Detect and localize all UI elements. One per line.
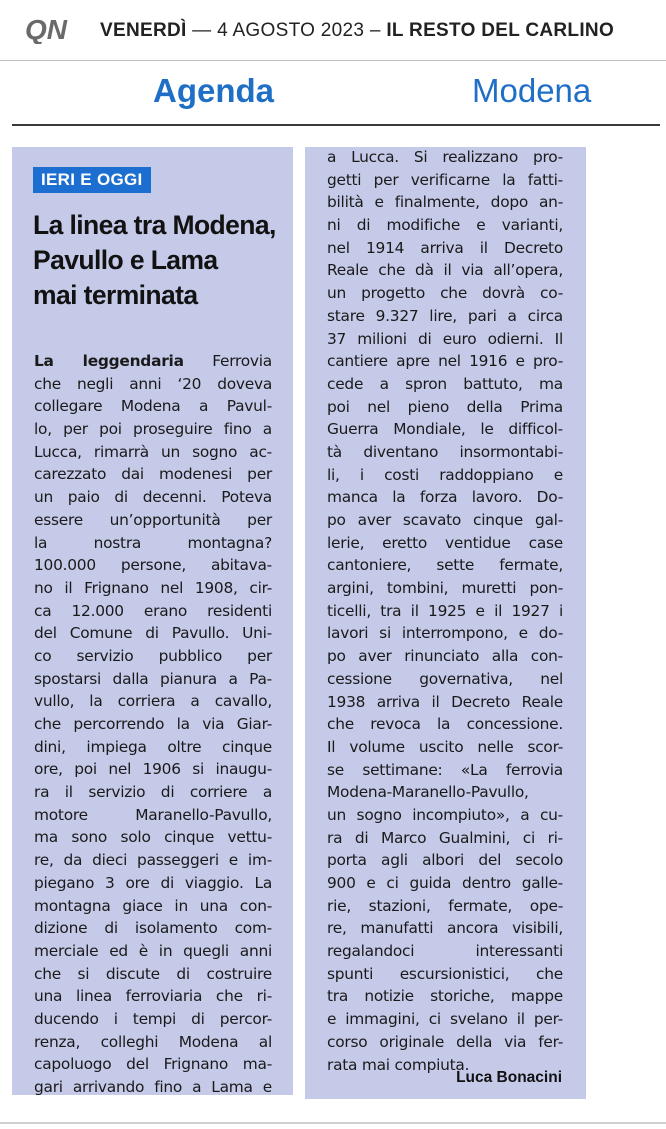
body-line: cantoniere, sette fermate, [327,556,563,575]
svg-text:QN: QN [25,14,67,44]
masthead [0,0,666,62]
lead-rest: Ferrovia [183,352,272,370]
masthead-date: 4 AGOSTO 2023 [217,20,365,41]
body-line: tà diventano insormontabi- [327,442,563,461]
masthead-separator: — [192,20,212,41]
body-line: che negli anni ‘20 doveva [34,374,272,393]
section-title: Agenda [153,72,275,109]
body-line: po aver rinunciato alla con- [327,647,563,666]
body-line: ca 12.000 erano residenti [34,601,272,620]
body-line: ducendo i tempi di percor- [34,1009,272,1028]
body-line: lavori si interrompono, e do- [327,624,563,643]
body-line: tra notizie storiche, mappe [327,987,563,1006]
body-line: se settimane: «La ferrovia [327,760,563,779]
lead-in: La leggendaria [34,352,184,370]
body-line: un paio di decenni. Poteva [34,488,272,507]
body-line: essere un’opportunità per [34,510,272,529]
body-line: la nostra montagna? [34,533,272,552]
body-line: merciale ed è in quegli anni [34,941,272,960]
body-line: e immagini, ci svelano il per- [327,1010,563,1029]
body-line: cantiere apre nel 1916 e pro- [327,352,563,371]
body-line: dini, impiega oltre cinque [34,737,272,756]
body-line: che percorrendo la via Giar- [34,715,272,733]
body-line: del Comune di Pavullo. Uni- [34,624,272,643]
body-line: rie, stazioni, fermate, ope- [327,896,563,915]
body-line: ore, poi nel 1906 si inaugu- [34,760,272,779]
body-line: poi nel pieno della Prima [327,397,563,416]
body-line: lo, per poi proseguire fino a [34,420,272,439]
body-line: piegano 3 ore di viaggio. La [34,873,272,892]
body-line: po aver scavato cinque gal- [327,511,563,529]
body-line: una linea ferroviaria che ri- [34,987,272,1006]
body-line: 100.000 persone, abitava- [34,556,272,575]
body-line: co servizio pubblico per [34,646,272,665]
body-line: ra il servizio di corriere a [34,783,272,802]
body-line: montagna giace in una con- [34,896,272,915]
body-line: renza, colleghi Modena al [34,1032,272,1051]
headline-line: mai terminata [33,280,198,310]
body-line: motore Maranello-Pavullo, [34,805,272,824]
body-line: spunti escursionistici, che [327,964,563,983]
body-line: cessione governativa, nel [327,669,563,688]
body-line: argini, tombini, muretti pon- [327,579,563,598]
body-line: ma sono solo cinque vettu- [34,828,272,847]
author-byline: Luca Bonacini [456,1069,562,1086]
body-line: lerie, eretto ventidue case [327,533,563,552]
body-line: porta agli albori del secolo [327,851,563,870]
article-column-2 [327,146,563,1076]
bottom-divider [0,1122,666,1124]
body-line: ra di Marco Gualmini, ci ri- [327,828,563,847]
body-line: a Lucca. Si realizzano pro- [327,148,563,166]
body-line: Il volume uscito nelle scor- [327,737,563,756]
body-line: 900 e ci guida dentro galle- [327,874,563,892]
body-line: li, i costi raddoppiano e [327,465,563,484]
body-line: re, da dieci passeggeri e im- [34,851,272,870]
qn-logo [14,14,78,44]
body-line: Modena-Maranello-Pavullo, [327,783,529,802]
body-line: un progetto che dovrà co- [327,284,563,303]
body-line: bilità e finalmente, dopo an- [327,193,563,212]
section-city: Modena [472,72,592,109]
body-line: getti per verificarne la fatti- [327,170,563,189]
body-line: carezzato dai modenesi per [34,465,272,484]
body-line: ni di modifiche e varianti, [327,216,563,235]
body-line: Lucca, rimarrà un sogno ac- [34,442,272,461]
kicker-label: IERI E OGGI [33,167,151,193]
body-line: dizione di isolamento com- [34,919,272,938]
masthead-day: VENERDÌ [100,20,187,41]
body-line: 37 milioni di euro odierni. Il [327,329,563,348]
body-line: capoluogo del Frignano ma- [34,1055,272,1074]
body-line: manca la forza lavoro. Do- [327,488,563,507]
article-column-1 [34,350,272,1099]
headline-line: Pavullo e Lama [33,245,218,275]
body-line: 1938 arriva il Decreto Reale [327,692,563,711]
body-line: che revoca la concessione. [327,715,563,734]
top-divider [0,60,666,61]
body-line: un sogno incompiuto», a cu- [327,805,563,824]
section-divider [12,124,660,126]
body-line: collegare Modena a Pavul- [34,397,272,416]
masthead-line [100,20,614,42]
body-line-lead [34,350,272,373]
body-line: gari arrivando fino a Lama e [34,1078,272,1096]
body-line: nel 1914 arriva il Decreto [327,238,563,257]
body-line: Guerra Mondiale, le difficol- [327,420,563,439]
body-line: spostarsi dalla pianura a Pa- [34,669,272,688]
masthead-separator-2: – [369,20,381,41]
body-line: che si discute di costruire [34,964,272,983]
masthead-paper: IL RESTO DEL CARLINO [386,20,615,41]
headline [33,208,283,313]
body-line: re, manufatti ancora visibili, [327,919,563,938]
body-line: no il Frignano nel 1908, cir- [34,578,272,597]
body-line: Reale che dà il via all’opera, [327,261,563,280]
body-line: regalandoci interessanti [327,942,563,961]
headline-line: La linea tra Modena, [33,210,276,240]
body-line: cede a spron battuto, ma [327,374,563,393]
body-line: stare 9.327 lire, pari a circa [327,306,563,325]
body-line: ticelli, tra il 1925 e il 1927 i [327,601,563,620]
body-line: vullo, la corriera a cavallo, [34,692,272,711]
body-line: rata mai compiuta. [327,1055,470,1074]
body-line: corso originale della via fer- [327,1032,563,1051]
